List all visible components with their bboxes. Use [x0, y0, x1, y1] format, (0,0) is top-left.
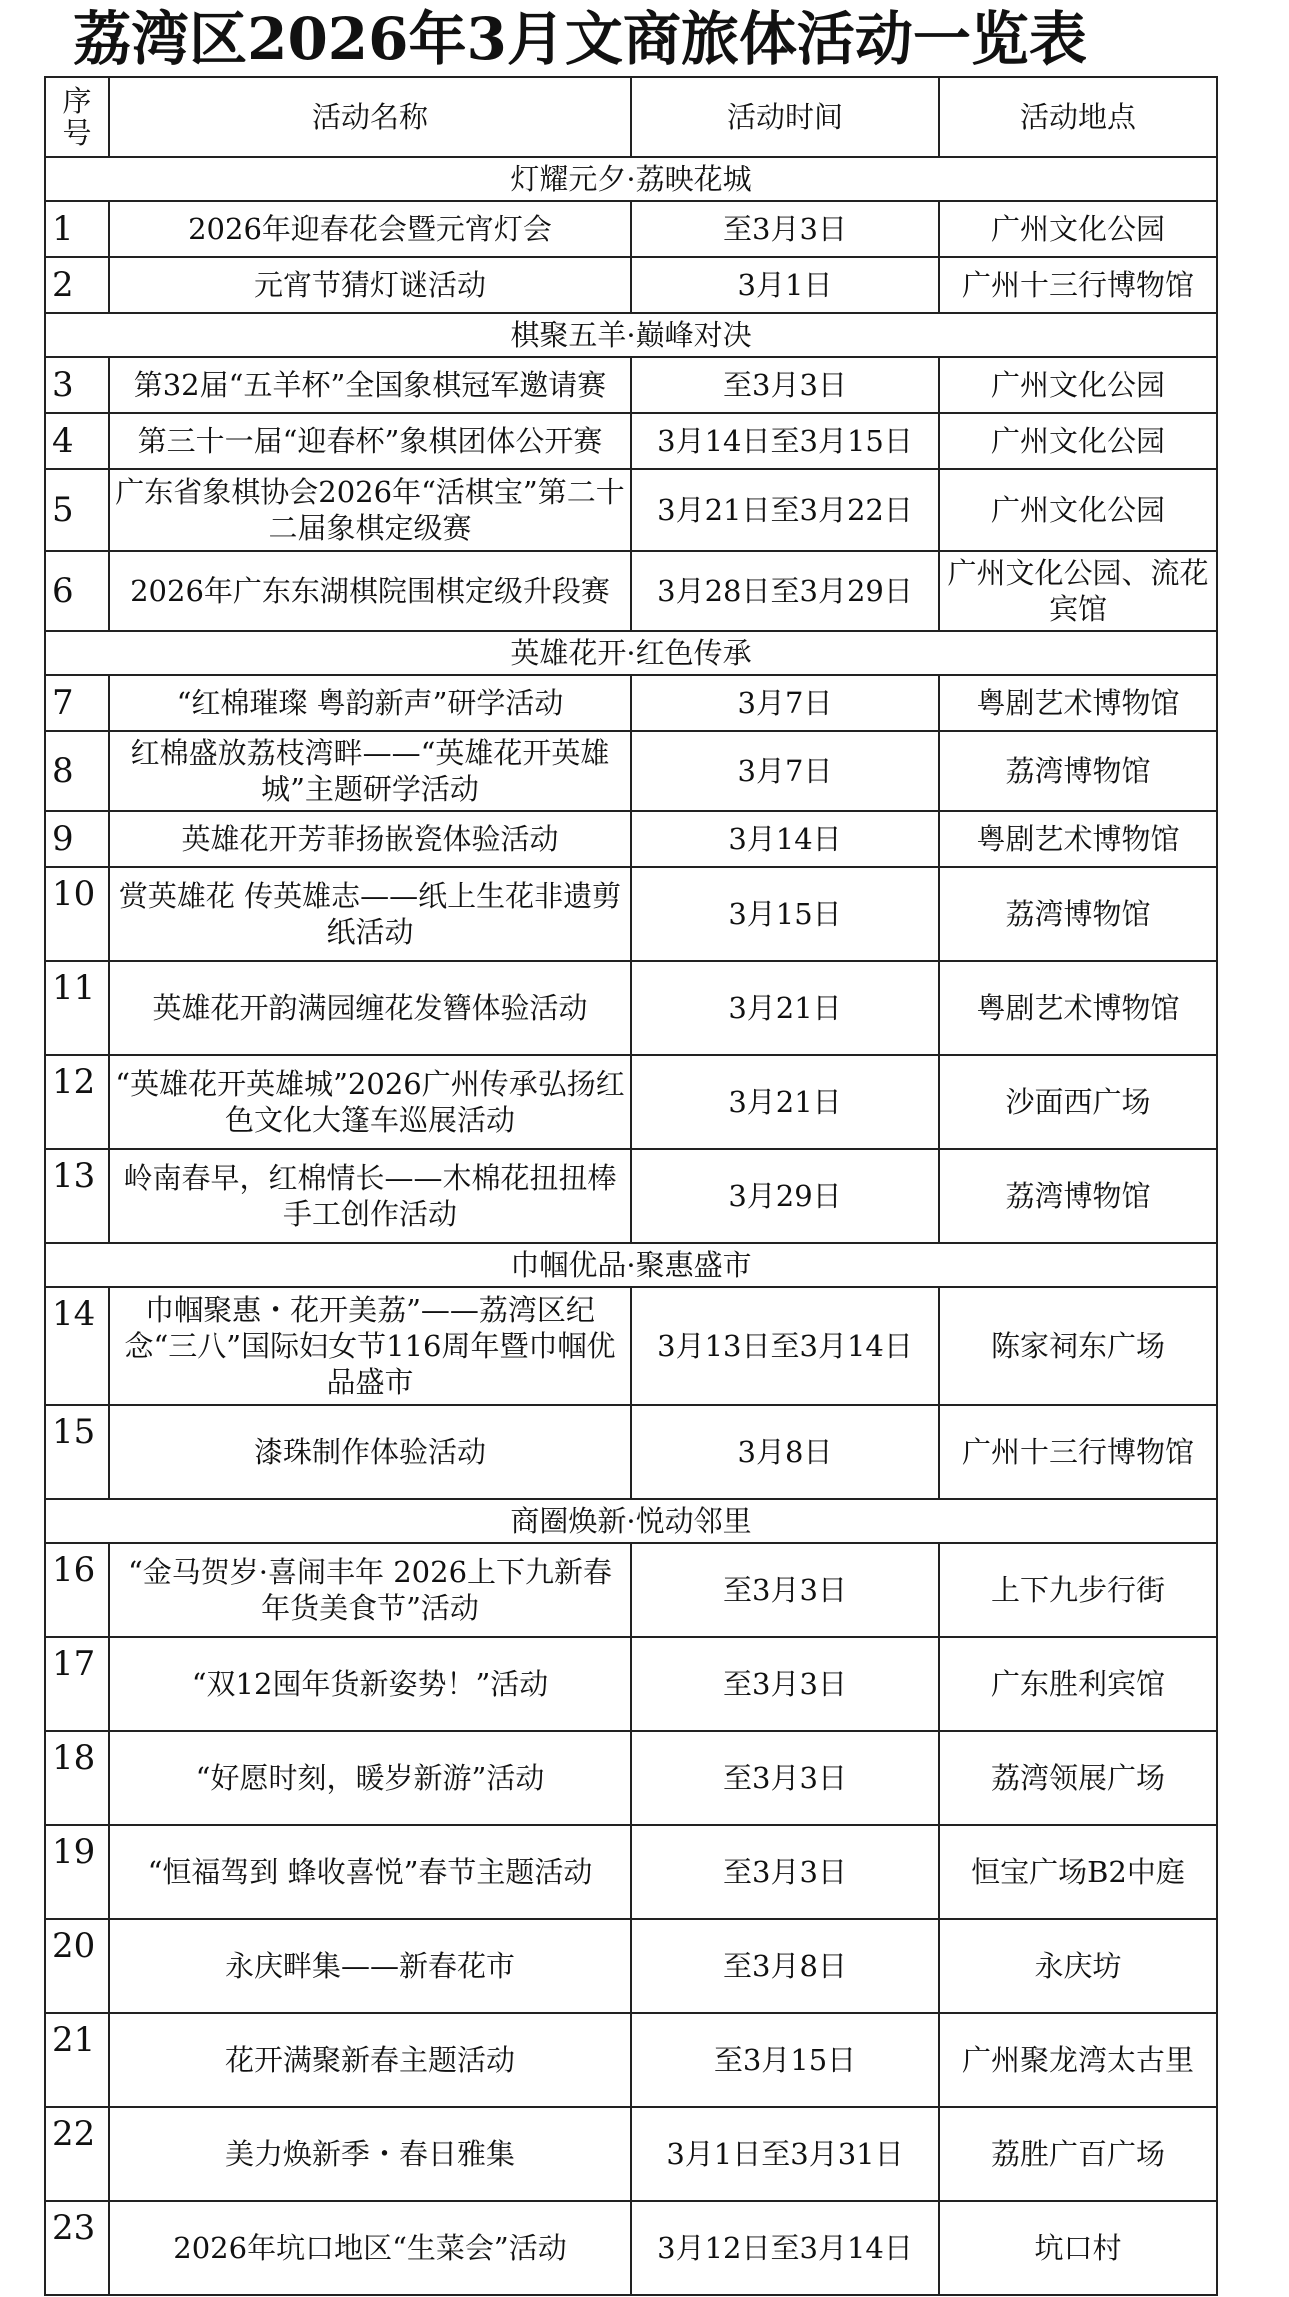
activity-name: “金马贺岁·喜闹丰年 2026上下九新春年货美食节”活动 — [109, 1543, 631, 1637]
table-row — [45, 413, 1217, 469]
table-row — [45, 1825, 1217, 1919]
section-row — [45, 631, 1217, 675]
activity-name: 岭南春早，红棉情长——木棉花扭扭棒手工创作活动 — [109, 1149, 631, 1243]
activity-name: 花开满聚新春主题活动 — [109, 2013, 631, 2107]
activity-name: 赏英雄花 传英雄志——纸上生花非遗剪纸活动 — [109, 867, 631, 961]
section-title: 英雄花开·红色传承 — [45, 631, 1217, 675]
activity-place: 广州聚龙湾太古里 — [939, 2013, 1217, 2107]
row-number: 1 — [45, 201, 109, 257]
activity-place: 永庆坊 — [939, 1919, 1217, 2013]
row-number: 5 — [45, 469, 109, 551]
header-num-line1: 序 — [62, 84, 92, 118]
activity-time: 至3月3日 — [631, 1543, 939, 1637]
header-num-cell — [45, 77, 109, 157]
section-row — [45, 1243, 1217, 1287]
activity-name: 巾帼聚惠・花开美荔”——荔湾区纪念“三八”国际妇女节116周年暨巾帼优品盛市 — [109, 1287, 631, 1405]
activity-time: 至3月8日 — [631, 1919, 939, 2013]
activity-name: 元宵节猜灯谜活动 — [109, 257, 631, 313]
activity-time: 3月29日 — [631, 1149, 939, 1243]
table-row — [45, 961, 1217, 1055]
table-row — [45, 1055, 1217, 1149]
activity-time: 3月13日至3月14日 — [631, 1287, 939, 1405]
activity-name: 2026年坑口地区“生菜会”活动 — [109, 2201, 631, 2295]
table-row — [45, 257, 1217, 313]
activity-place: 荔湾博物馆 — [939, 1149, 1217, 1243]
table-row — [45, 201, 1217, 257]
row-number: 19 — [45, 1825, 109, 1919]
row-number: 4 — [45, 413, 109, 469]
row-number: 2 — [45, 257, 109, 313]
activity-name: 广东省象棋协会2026年“活棋宝”第二十二届象棋定级赛 — [109, 469, 631, 551]
section-title: 灯耀元夕·荔映花城 — [45, 157, 1217, 201]
header-row — [45, 77, 1217, 157]
activity-name: “红棉璀璨 粤韵新声”研学活动 — [109, 675, 631, 731]
section-row — [45, 313, 1217, 357]
activity-table — [44, 76, 1218, 2296]
table-row — [45, 2107, 1217, 2201]
activity-place: 粤剧艺术博物馆 — [939, 961, 1217, 1055]
row-number: 6 — [45, 551, 109, 631]
activity-place: 广州文化公园 — [939, 469, 1217, 551]
activity-name: 永庆畔集——新春花市 — [109, 1919, 631, 2013]
table-row — [45, 1637, 1217, 1731]
table-row — [45, 469, 1217, 551]
row-number: 20 — [45, 1919, 109, 2013]
activity-place: 荔湾博物馆 — [939, 867, 1217, 961]
activity-name: 2026年广东东湖棋院围棋定级升段赛 — [109, 551, 631, 631]
row-number: 14 — [45, 1287, 109, 1405]
activity-place: 陈家祠东广场 — [939, 1287, 1217, 1405]
activity-name: 英雄花开韵满园缠花发簪体验活动 — [109, 961, 631, 1055]
activity-place: 上下九步行街 — [939, 1543, 1217, 1637]
table-row — [45, 675, 1217, 731]
activity-time: 至3月3日 — [631, 201, 939, 257]
activity-place: 粤剧艺术博物馆 — [939, 675, 1217, 731]
table-row — [45, 731, 1217, 811]
section-title: 棋聚五羊·巅峰对决 — [45, 313, 1217, 357]
activity-time: 3月1日至3月31日 — [631, 2107, 939, 2201]
row-number: 13 — [45, 1149, 109, 1243]
activity-time: 至3月3日 — [631, 1637, 939, 1731]
activity-place: 广州十三行博物馆 — [939, 257, 1217, 313]
activity-time: 3月7日 — [631, 731, 939, 811]
activity-name: 红棉盛放荔枝湾畔——“英雄花开英雄城”主题研学活动 — [109, 731, 631, 811]
activity-time: 至3月3日 — [631, 1825, 939, 1919]
row-number: 17 — [45, 1637, 109, 1731]
activity-time: 3月1日 — [631, 257, 939, 313]
table-row — [45, 811, 1217, 867]
row-number: 15 — [45, 1405, 109, 1499]
activity-time: 3月8日 — [631, 1405, 939, 1499]
table-row — [45, 2201, 1217, 2295]
activity-place: 恒宝广场B2中庭 — [939, 1825, 1217, 1919]
activity-name: 2026年迎春花会暨元宵灯会 — [109, 201, 631, 257]
activity-time: 3月15日 — [631, 867, 939, 961]
section-title: 商圈焕新·悦动邻里 — [45, 1499, 1217, 1543]
section-title: 巾帼优品·聚惠盛市 — [45, 1243, 1217, 1287]
row-number: 16 — [45, 1543, 109, 1637]
section-row — [45, 1499, 1217, 1543]
activity-time: 3月14日至3月15日 — [631, 413, 939, 469]
activity-time: 3月12日至3月14日 — [631, 2201, 939, 2295]
activity-place: 广州十三行博物馆 — [939, 1405, 1217, 1499]
row-number: 9 — [45, 811, 109, 867]
activity-name: 美力焕新季・春日雅集 — [109, 2107, 631, 2201]
row-number: 22 — [45, 2107, 109, 2201]
activity-name: “双12囤年货新姿势！”活动 — [109, 1637, 631, 1731]
table-row — [45, 1731, 1217, 1825]
row-number: 23 — [45, 2201, 109, 2295]
activity-place: 广州文化公园 — [939, 413, 1217, 469]
activity-time: 至3月15日 — [631, 2013, 939, 2107]
header-name-cell: 活动名称 — [109, 77, 631, 157]
row-number: 7 — [45, 675, 109, 731]
table-body — [45, 77, 1217, 2295]
activity-place: 广州文化公园 — [939, 201, 1217, 257]
table-row — [45, 1919, 1217, 2013]
activity-time: 3月14日 — [631, 811, 939, 867]
activity-place: 粤剧艺术博物馆 — [939, 811, 1217, 867]
activity-place: 荔胜广百广场 — [939, 2107, 1217, 2201]
activity-time: 至3月3日 — [631, 1731, 939, 1825]
activity-name: “恒福驾到 蜂收喜悦”春节主题活动 — [109, 1825, 631, 1919]
activity-time: 3月21日至3月22日 — [631, 469, 939, 551]
activity-name: 第三十一届“迎春杯”象棋团体公开赛 — [109, 413, 631, 469]
table-row — [45, 1287, 1217, 1405]
activity-name: 第32届“五羊杯”全国象棋冠军邀请赛 — [109, 357, 631, 413]
activity-time: 3月7日 — [631, 675, 939, 731]
header-num-line2: 号 — [62, 116, 92, 150]
row-number: 21 — [45, 2013, 109, 2107]
activity-time: 3月21日 — [631, 961, 939, 1055]
section-row — [45, 157, 1217, 201]
activity-time: 3月28日至3月29日 — [631, 551, 939, 631]
activity-place: 广东胜利宾馆 — [939, 1637, 1217, 1731]
table-row — [45, 1543, 1217, 1637]
row-number: 3 — [45, 357, 109, 413]
activity-place: 沙面西广场 — [939, 1055, 1217, 1149]
row-number: 12 — [45, 1055, 109, 1149]
activity-time: 至3月3日 — [631, 357, 939, 413]
activity-place: 广州文化公园 — [939, 357, 1217, 413]
row-number: 18 — [45, 1731, 109, 1825]
activity-name: “英雄花开英雄城”2026广州传承弘扬红色文化大篷车巡展活动 — [109, 1055, 631, 1149]
table-row — [45, 551, 1217, 631]
activity-name: 英雄花开芳菲扬嵌瓷体验活动 — [109, 811, 631, 867]
header-time-cell: 活动时间 — [631, 77, 939, 157]
table-row — [45, 2013, 1217, 2107]
page-title: 荔湾区2026年3月文商旅体活动一览表 — [73, 5, 1087, 73]
table-row — [45, 1149, 1217, 1243]
row-number: 8 — [45, 731, 109, 811]
activity-place: 荔湾领展广场 — [939, 1731, 1217, 1825]
activity-time: 3月21日 — [631, 1055, 939, 1149]
header-place-cell: 活动地点 — [939, 77, 1217, 157]
row-number: 10 — [45, 867, 109, 961]
table-row — [45, 867, 1217, 961]
row-number: 11 — [45, 961, 109, 1055]
table-row — [45, 357, 1217, 413]
activity-name: “好愿时刻，暖岁新游”活动 — [109, 1731, 631, 1825]
activity-name: 漆珠制作体验活动 — [109, 1405, 631, 1499]
table-row — [45, 1405, 1217, 1499]
activity-place: 广州文化公园、流花宾馆 — [939, 551, 1217, 631]
activity-place: 坑口村 — [939, 2201, 1217, 2295]
activity-place: 荔湾博物馆 — [939, 731, 1217, 811]
